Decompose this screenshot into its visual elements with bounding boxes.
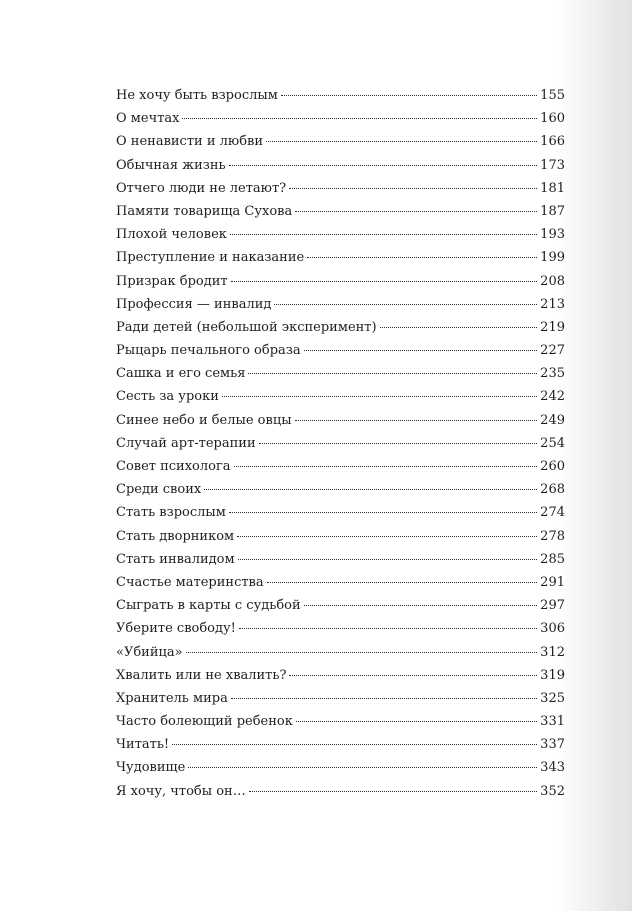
dot-leader	[230, 233, 537, 235]
toc-entry-page-number: 352	[540, 783, 565, 799]
toc-entry-page-number: 306	[540, 621, 565, 637]
toc-entry	[116, 594, 565, 617]
toc-entry	[116, 548, 565, 571]
toc-entry	[116, 409, 565, 432]
toc-entry-page-number: 235	[540, 366, 565, 382]
toc-entry	[116, 154, 565, 177]
toc-entry-title: Случай арт-терапии	[116, 435, 256, 451]
toc-entry	[116, 664, 565, 687]
toc-entry	[116, 501, 565, 524]
dot-leader	[304, 604, 538, 606]
toc-entry	[116, 107, 565, 130]
toc-entry-title: Стать дворником	[116, 528, 235, 544]
dot-leader	[186, 651, 538, 653]
toc-entry	[116, 223, 565, 246]
toc-entry-title: О ненависти и любви	[116, 134, 263, 150]
toc-entry	[116, 130, 565, 153]
toc-entry-page-number: 166	[540, 134, 565, 150]
toc-entry	[116, 641, 565, 664]
toc-entry	[116, 385, 565, 408]
toc-entry-title: Стать инвалидом	[116, 551, 235, 567]
toc-entry	[116, 478, 565, 501]
toc-entry-page-number: 285	[540, 551, 565, 567]
toc-entry-page-number: 208	[540, 273, 565, 289]
toc-entry-page-number: 325	[540, 690, 565, 706]
dot-leader	[281, 94, 537, 96]
toc-entry-page-number: 268	[540, 482, 565, 498]
toc-entry	[116, 571, 565, 594]
toc-entry-title: Призрак бродит	[116, 273, 228, 289]
dot-leader	[229, 511, 537, 513]
toc-entry	[116, 432, 565, 455]
dot-leader	[267, 581, 538, 583]
toc-entry-page-number: 242	[540, 389, 565, 405]
toc-entry	[116, 617, 565, 640]
dot-leader	[229, 164, 538, 166]
toc-entry-page-number: 331	[540, 714, 565, 730]
toc-entry-page-number: 187	[540, 203, 565, 219]
toc-entry	[116, 270, 565, 293]
dot-leader	[237, 535, 537, 537]
dot-leader	[296, 720, 537, 722]
toc-entry-title: Не хочу быть взрослым	[116, 88, 278, 103]
toc-entry-page-number: 155	[540, 88, 565, 103]
dot-leader	[234, 465, 538, 467]
dot-leader	[249, 790, 537, 792]
toc-entry-title: Стать взрослым	[116, 505, 226, 521]
toc-entry-title: Преступление и наказание	[116, 250, 305, 266]
dot-leader	[289, 674, 537, 676]
toc-entry-page-number: 213	[540, 296, 565, 312]
toc-entry-page-number: 249	[540, 412, 565, 428]
toc-entry-title: Обычная жизнь	[116, 157, 226, 173]
dot-leader	[295, 210, 537, 212]
dot-leader	[231, 697, 537, 699]
dot-leader	[239, 627, 537, 629]
toc-entry	[116, 316, 565, 339]
toc-entry-page-number: 173	[540, 157, 565, 173]
toc-entry-title: Отчего люди не летают?	[116, 180, 287, 196]
toc-entry	[116, 293, 565, 316]
table-of-contents	[116, 84, 565, 803]
toc-entry-title: Среди своих	[116, 482, 202, 498]
toc-entry-page-number: 193	[540, 227, 565, 243]
toc-entry-title: Счастье материнства	[116, 574, 264, 590]
dot-leader	[304, 349, 538, 351]
toc-entry-title: Рыцарь печального образа	[116, 343, 301, 359]
dot-leader	[274, 303, 537, 305]
toc-entry	[116, 525, 565, 548]
toc-entry-page-number: 291	[540, 574, 565, 590]
toc-entry-page-number: 160	[540, 111, 565, 127]
toc-entry	[116, 710, 565, 733]
dot-leader	[295, 419, 538, 421]
toc-entry-title: Хвалить или не хвалить?	[116, 667, 287, 683]
dot-leader	[380, 326, 538, 328]
dot-leader	[248, 372, 537, 374]
toc-entry-title: Я хочу, чтобы он…	[116, 783, 246, 799]
dot-leader	[259, 442, 538, 444]
toc-entry	[116, 687, 565, 710]
dot-leader	[266, 140, 537, 142]
toc-entry-page-number: 227	[540, 343, 565, 359]
toc-entry	[116, 246, 565, 269]
toc-entry-page-number: 337	[540, 737, 565, 753]
toc-entry-page-number: 278	[540, 528, 565, 544]
dot-leader	[231, 280, 538, 282]
toc-entry-title: Часто болеющий ребенок	[116, 714, 293, 730]
toc-entry-title: Сашка и его семья	[116, 366, 246, 382]
toc-entry-page-number: 312	[540, 644, 565, 660]
toc-entry-title: Сыграть в карты с судьбой	[116, 598, 301, 614]
toc-entry	[116, 362, 565, 385]
toc-entry	[116, 339, 565, 362]
toc-entry-title: «Убийца»	[116, 644, 183, 660]
toc-entry-page-number: 274	[540, 505, 565, 521]
toc-entry-page-number: 219	[540, 319, 565, 335]
toc-entry-title: Читать!	[116, 737, 170, 753]
toc-entry-title: О мечтах	[116, 111, 180, 127]
toc-entry-title: Чудовище	[116, 760, 186, 776]
dot-leader	[182, 117, 537, 119]
toc-entry-title: Хранитель мира	[116, 690, 228, 706]
toc-entry-page-number: 343	[540, 760, 565, 776]
toc-entry-title: Сесть за уроки	[116, 389, 219, 405]
dot-leader	[238, 558, 538, 560]
toc-entry-title: Совет психолога	[116, 459, 231, 474]
toc-entry	[116, 756, 565, 779]
toc-entry	[116, 455, 565, 478]
dot-leader	[289, 187, 537, 189]
toc-entry-page-number: 260	[540, 459, 565, 474]
dot-leader	[172, 743, 537, 745]
toc-entry	[116, 780, 565, 803]
toc-entry	[116, 200, 565, 223]
toc-entry-title: Профессия — инвалид	[116, 296, 272, 312]
toc-entry-page-number: 199	[540, 250, 565, 266]
toc-entry-title: Уберите свободу!	[116, 621, 236, 637]
toc-entry-page-number: 181	[540, 180, 565, 196]
toc-entry-title: Ради детей (небольшой эксперимент)	[116, 319, 377, 335]
toc-entry-title: Плохой человек	[116, 227, 227, 243]
toc-entry-title: Синее небо и белые овцы	[116, 412, 292, 428]
toc-entry-page-number: 319	[540, 667, 565, 683]
toc-entry	[116, 177, 565, 200]
toc-entry-title: Памяти товарища Сухова	[116, 203, 293, 219]
dot-leader	[307, 256, 537, 258]
dot-leader	[188, 766, 537, 768]
toc-entry	[116, 84, 565, 107]
toc-entry-page-number: 297	[540, 598, 565, 614]
toc-entry-page-number: 254	[540, 435, 565, 451]
toc-entry	[116, 733, 565, 756]
dot-leader	[204, 488, 537, 490]
dot-leader	[222, 395, 537, 397]
